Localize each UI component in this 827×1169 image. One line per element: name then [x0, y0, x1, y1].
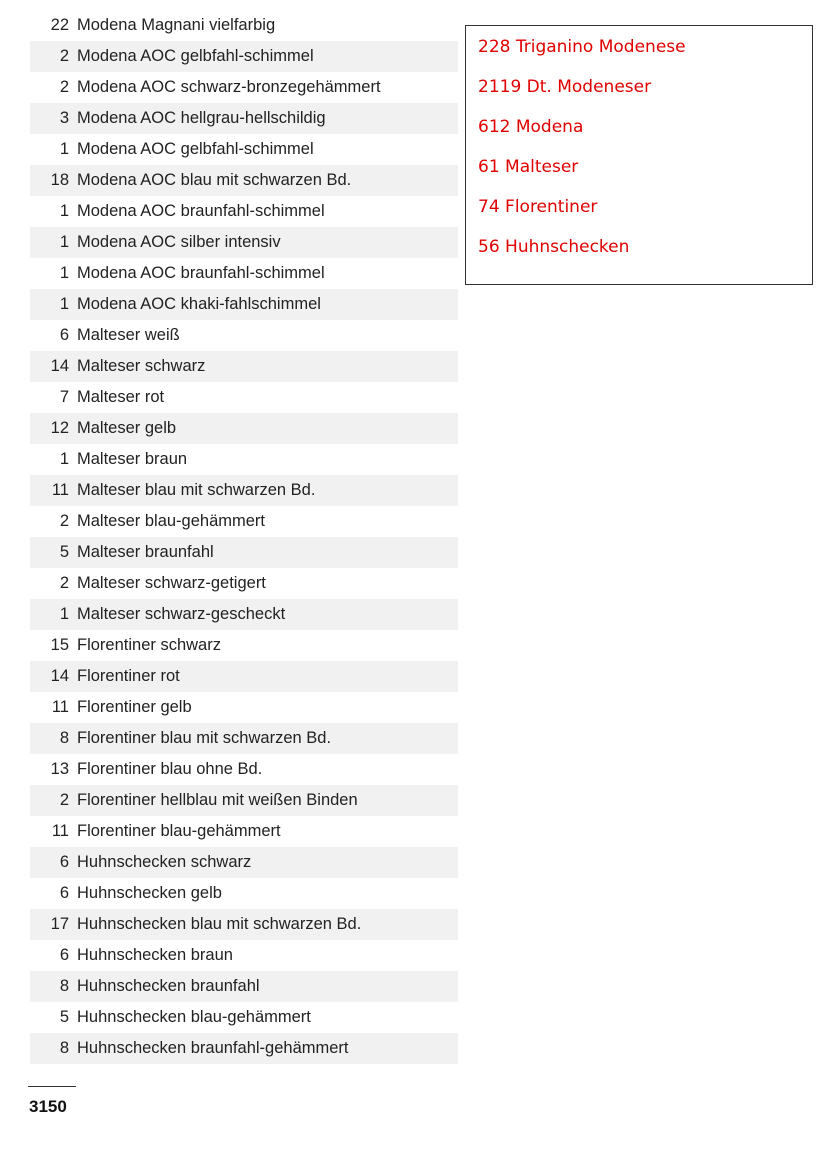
item-name: Malteser blau-gehämmert [77, 512, 265, 530]
item-count: 2 [59, 791, 69, 809]
list-item [30, 599, 458, 630]
item-count: 11 [51, 698, 69, 716]
item-count: 2 [59, 47, 69, 65]
item-name: Florentiner hellblau mit weißen Binden [77, 791, 358, 809]
item-count: 2 [59, 512, 69, 530]
list-item [30, 258, 458, 289]
item-count: 1 [59, 605, 69, 623]
item-count: 14 [50, 667, 69, 685]
item-name: Florentiner gelb [77, 698, 192, 716]
item-name: Huhnschecken braunfahl-gehämmert [77, 1039, 349, 1057]
list-item [30, 940, 458, 971]
item-count: 11 [51, 481, 69, 499]
list-item [30, 196, 458, 227]
item-count: 6 [59, 853, 69, 871]
item-name: Huhnschecken schwarz [77, 853, 252, 871]
item-count: 6 [59, 326, 69, 344]
list-item [30, 909, 458, 940]
summary-line: 228 Triganino Modenese [478, 37, 686, 57]
item-name: Modena AOC hellgrau-hellschildig [77, 109, 326, 127]
list-item [30, 41, 458, 72]
item-count: 1 [59, 450, 69, 468]
item-count: 12 [50, 419, 69, 437]
summary-line: 56 Huhnschecken [478, 237, 630, 257]
item-name: Malteser schwarz [77, 357, 206, 375]
item-name: Huhnschecken gelb [77, 884, 222, 902]
list-item [30, 72, 458, 103]
item-name: Malteser schwarz-getigert [77, 574, 266, 592]
list-item [30, 506, 458, 537]
item-name: Florentiner blau mit schwarzen Bd. [77, 729, 332, 747]
item-count: 8 [59, 1039, 69, 1057]
list-item [30, 692, 458, 723]
item-count: 1 [59, 202, 69, 220]
item-name: Florentiner schwarz [77, 636, 221, 654]
item-name: Modena AOC silber intensiv [77, 233, 281, 251]
item-name: Malteser weiß [77, 326, 180, 344]
item-name: Malteser gelb [77, 419, 177, 437]
item-count: 8 [59, 977, 69, 995]
item-count: 3 [59, 109, 69, 127]
summary-box [465, 25, 813, 285]
item-name: Huhnschecken braunfahl [77, 977, 260, 995]
item-count: 6 [59, 946, 69, 964]
item-name: Modena AOC braunfahl-schimmel [77, 202, 325, 220]
list-item [30, 847, 458, 878]
list-item [30, 475, 458, 506]
item-name: Modena AOC schwarz-bronzegehämmert [77, 78, 381, 96]
summary-line: 74 Florentiner [478, 197, 598, 217]
list-item [30, 537, 458, 568]
list-item [30, 816, 458, 847]
item-count: 18 [50, 171, 69, 189]
list-item [30, 351, 458, 382]
item-count: 14 [50, 357, 69, 375]
list-item [30, 630, 458, 661]
item-name: Modena AOC khaki-fahlschimmel [77, 295, 321, 313]
grand-total: 3150 [29, 1097, 67, 1116]
list-item [30, 289, 458, 320]
list-item [30, 754, 458, 785]
item-name: Huhnschecken blau-gehämmert [77, 1008, 311, 1026]
list-item [30, 10, 458, 41]
summary-line: 2119 Dt. Modeneser [478, 77, 652, 97]
item-count: 22 [50, 16, 69, 34]
list-item [30, 723, 458, 754]
item-count: 1 [59, 295, 69, 313]
total-divider [28, 1086, 76, 1087]
item-count: 2 [59, 574, 69, 592]
item-name: Modena AOC gelbfahl-schimmel [77, 140, 314, 158]
item-count: 1 [59, 140, 69, 158]
list-item [30, 1002, 458, 1033]
item-count: 1 [59, 233, 69, 251]
item-name: Florentiner blau ohne Bd. [77, 760, 263, 778]
item-name: Malteser schwarz-gescheckt [77, 605, 286, 623]
item-name: Modena AOC blau mit schwarzen Bd. [77, 171, 352, 189]
item-count: 2 [59, 78, 69, 96]
list-item [30, 227, 458, 258]
item-name: Modena AOC gelbfahl-schimmel [77, 47, 314, 65]
item-count: 8 [59, 729, 69, 747]
item-name: Huhnschecken braun [77, 946, 233, 964]
list-item [30, 1033, 458, 1064]
item-name: Malteser braunfahl [77, 543, 214, 561]
item-name: Malteser blau mit schwarzen Bd. [77, 481, 316, 499]
list-item [30, 382, 458, 413]
item-name: Florentiner rot [77, 667, 180, 685]
item-count: 6 [59, 884, 69, 902]
summary-line: 61 Malteser [478, 157, 579, 177]
list-item [30, 444, 458, 475]
item-name: Malteser braun [77, 450, 188, 468]
item-count: 5 [59, 1008, 69, 1026]
item-count: 7 [59, 388, 69, 406]
list-item [30, 134, 458, 165]
item-count: 17 [50, 915, 69, 933]
item-count: 1 [59, 264, 69, 282]
breed-count-list [30, 10, 458, 1064]
list-item [30, 661, 458, 692]
summary-line: 612 Modena [478, 117, 584, 137]
item-count: 5 [59, 543, 69, 561]
list-item [30, 878, 458, 909]
item-name: Malteser rot [77, 388, 165, 406]
item-count: 11 [51, 822, 69, 840]
list-item [30, 165, 458, 196]
item-name: Florentiner blau-gehämmert [77, 822, 281, 840]
list-item [30, 413, 458, 444]
item-count: 13 [50, 760, 69, 778]
item-name: Huhnschecken blau mit schwarzen Bd. [77, 915, 362, 933]
list-item [30, 785, 458, 816]
item-count: 15 [50, 636, 69, 654]
item-name: Modena Magnani vielfarbig [77, 16, 276, 34]
list-item [30, 320, 458, 351]
item-name: Modena AOC braunfahl-schimmel [77, 264, 325, 282]
list-item [30, 971, 458, 1002]
list-item [30, 103, 458, 134]
list-item [30, 568, 458, 599]
